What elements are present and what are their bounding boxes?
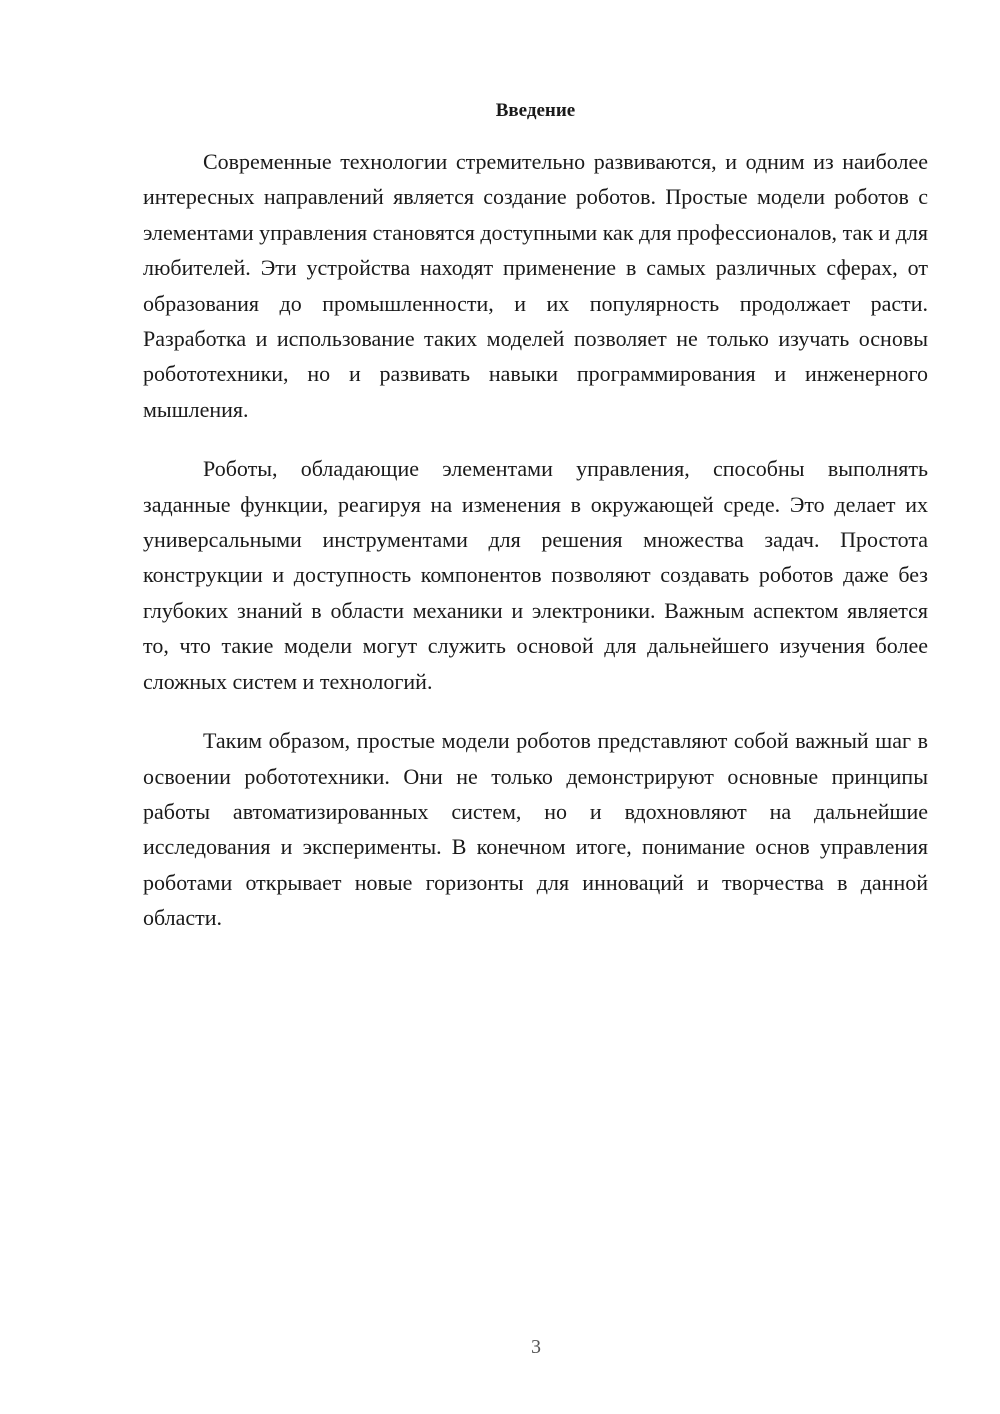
paragraph-1: Современные технологии стремительно развиваются, и одним из наиболее интересных направлений является создание роботов. Простые модели роботов с элементами управления становятся доступными как для профессионалов, так и для любителей. Эти устройства находят применение в самых различных сферах, от образования до промышленности, и их популярность продолжает расти. Разработка и использование таких моделей позволяет не только изучать основы робототехники, но и развивать навыки программирования и инженерного мышления. xyxy=(143,149,928,422)
page-title: Введение xyxy=(495,100,576,121)
page-number: 3 xyxy=(531,1336,541,1358)
paragraph-3: Таким образом, простые модели роботов представляют собой важный шаг в освоении робототехники. Они не только демонстрируют основные принципы работы автоматизированных систем, но и вдохновляют на дальнейшие исследования и эксперименты. В конечном итоге, понимание основ управления роботами открывает новые горизонты для инноваций и творчества в данной области. xyxy=(143,728,928,931)
paragraph-2: Роботы, обладающие элементами управления, способны выполнять заданные функции, реагируя на изменения в окружающей среде. Это делает их универсальными инструментами для решения множества задач. Простота конструкции и доступность компонентов позволяют создавать роботов даже без глубоких знаний в области механики и электроники. Важным аспектом является то, что такие модели могут служить основой для дальнейшего изучения более сложных систем и технологий. xyxy=(143,456,928,694)
document-body xyxy=(143,144,928,960)
